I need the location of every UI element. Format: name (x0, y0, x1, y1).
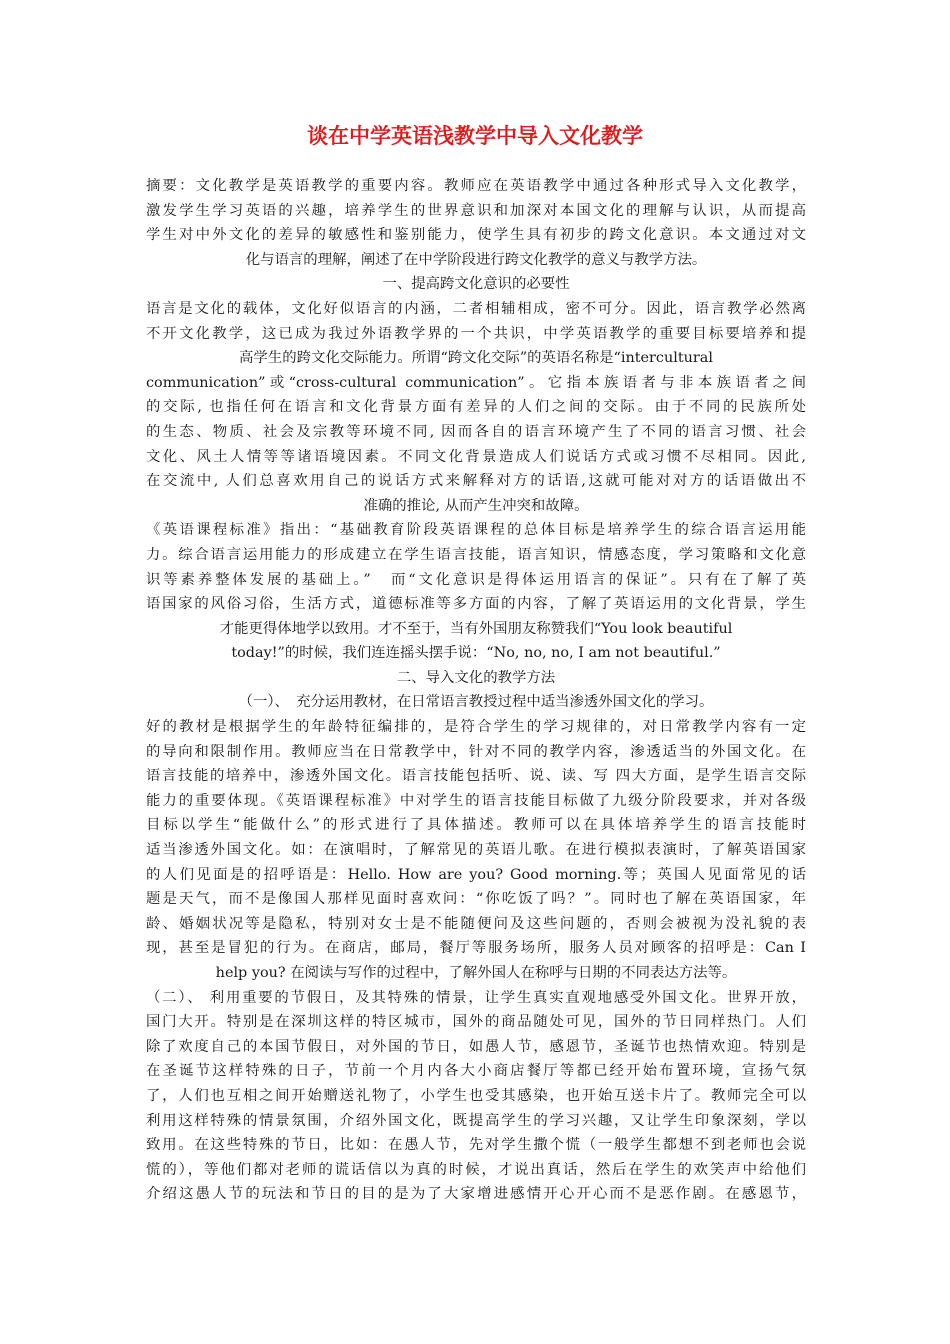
text-line: 介绍这愚人节的玩法和节日的目的是为了大家增进感情开心开心而不是恶作剧。在感恩节， (146, 1186, 806, 1203)
text-line: 慌的），等他们都对老师的谎话信以为真的时候，才说出真话，然后在学生的欢笑声中给他们 (146, 1161, 806, 1178)
text-line: 致用。在这些特殊的节日，比如：在愚人节，先对学生撒个慌（一般学生都想不到老师也会说 (146, 1137, 806, 1154)
text-line: 适当渗透外国文化。如：在演唱时，了解常见的英语儿歌。在进行模拟表演时，了解英语国家 (146, 842, 806, 859)
text-line: 的交际, 也指任何在语言和文化背景方面有差异的人们之间的交际。由于不同的民族所处 (146, 399, 806, 416)
text-line: 的人们见面是的招呼语是：Hello. How are you? Good morning.等；英国人见面常见的话 (146, 866, 806, 883)
document-body (146, 174, 806, 1207)
text-line: 化与语言的理解，阐述了在中学阶段进行跨文化教学的意义与教学方法。 (245, 251, 707, 268)
text-line: 国门大开。特别是在深圳这样的特区城市，国外的商品随处可见，国外的节日同样热门。人们 (146, 1014, 806, 1031)
text-line: 利用这样特殊的情景氛围，介绍外国文化，既提高学生的学习兴趣，又让学生印象深刻，学以 (146, 1112, 806, 1129)
text-line: 了，人们也互相之间开始赠送礼物了，小学生也受其感染，也开始互送卡片了。教师完全可以 (146, 1087, 806, 1104)
text-line: （一）、 充分运用教材，在日常语言教授过程中适当渗透外国文化的学习。 (238, 694, 714, 711)
text-line: 目标以学生“能做什么”的形式进行了具体描述。教师可以在具体培养学生的语言技能时 (146, 817, 806, 834)
text-line: 《英语课程标准》指出：“基础教育阶段英语课程的总体目标是培养学生的综合语言运用能 (146, 522, 806, 539)
text-line: 好的教材是根据学生的年龄特征编排的，是符合学生的学习规律的，对日常教学内容有一定 (146, 719, 806, 736)
text-line: 语言是文化的载体，文化好似语言的内涵，二者相辅相成，密不可分。因此，语言教学必然离 (146, 300, 806, 317)
text-line: help you? 在阅读与写作的过程中，了解外国人在称呼与日期的不同表达方法等。 (215, 965, 737, 981)
text-line: 学生对中外文化的差异的敏感性和鉴别能力，使学生具有初步的跨文化意识。本文通过对文 (146, 227, 806, 244)
text-line: communication”或“cross-cultural communication”。它指本族语者与非本族语者之间 (146, 374, 806, 391)
text-line: 一、提高跨文化意识的必要性 (382, 276, 570, 293)
text-line: 不开文化教学，这已成为我过外语教学界的一个共识，中学英语教学的重要目标要培养和提 (146, 325, 806, 342)
text-line: 除了欢度自己的本国节假日，对外国的节日，如愚人节，感恩节，圣诞节也热情欢迎。特别是 (146, 1038, 806, 1055)
text-line: 识等素养整体发展的基础上。” 而“文化意识是得体运用语言的保证”。只有在了解了英 (146, 571, 806, 588)
text-line: 激发学生学习英语的兴趣，培养学生的世界意识和加深对本国文化的理解与认识，从而提高 (146, 202, 806, 219)
text-line: （二）、 利用重要的节假日，及其特殊的情景，让学生真实直观地感受外国文化。世界开放， (146, 989, 806, 1006)
text-line: 才能更得体地学以致用。才不至于，当有外国朋友称赞我们“You look beautiful (219, 620, 733, 637)
text-line: 龄、婚姻状况等是隐私，特别对女士是不能随便问及这些问题的，否则会被视为没礼貌的表 (146, 915, 806, 932)
text-line: 语言技能的培养中，渗透外国文化。语言技能包括听、说、读、写 四大方面，是学生语言交际 (146, 768, 806, 785)
text-line: 现，甚至是冒犯的行为。在商店，邮局，餐厅等服务场所，服务人员对顾客的招呼是：Can I (146, 940, 806, 957)
text-line: 的生态、物质、社会及宗教等环境不同, 因而各自的语言环境产生了不同的语言习惯、社会 (146, 423, 806, 440)
text-line: 准确的推论, 从而产生冲突和故障。 (363, 497, 589, 514)
text-line: 能力的重要体现。《英语课程标准》中对学生的语言技能目标做了九级分阶段要求，并对各级 (146, 792, 806, 809)
document-title: 谈在中学英语浅教学中导入文化教学 (307, 124, 643, 148)
text-line: 摘要：文化教学是英语教学的重要内容。教师应在英语教学中通过各种形式导入文化教学， (146, 178, 806, 194)
text-line: 力。综合语言运用能力的形成建立在学生语言技能，语言知识，情感态度，学习策略和文化意 (146, 546, 806, 563)
text-line: 文化、风土人情等等诸语境因素。不同文化背景造成人们说话方式或习惯不尽相同。因此, (146, 448, 806, 465)
text-line: 题是天气，而不是像国人那样见面时喜欢问：“你吃饭了吗？”。同时也了解在英语国家，年 (146, 891, 806, 908)
text-line: 在交流中, 人们总喜欢用自己的说话方式来解释对方的话语,这就可能对对方的话语做出不 (146, 473, 806, 490)
text-line: 二、导入文化的教学方法 (396, 669, 556, 686)
text-line: 在圣诞节这样特殊的日子，节前一个月内各大小商店餐厅等都已经开始布置环境，宣扬气氛 (146, 1063, 806, 1080)
text-line: 高学生的跨文化交际能力。所谓“跨文化交际”的英语名称是“intercultural (239, 350, 713, 367)
text-line: today!”的时候，我们连连摇头摆手说：“No, no, no, I am not beautiful.” (231, 645, 721, 662)
text-line: 的导向和限制作用。教师应当在日常教学中，针对不同的教学内容，渗透适当的外国文化。在 (146, 743, 806, 760)
text-line: 语国家的风俗习俗，生活方式，道德标准等多方面的内容，了解了英语运用的文化背景，学生 (146, 596, 806, 613)
